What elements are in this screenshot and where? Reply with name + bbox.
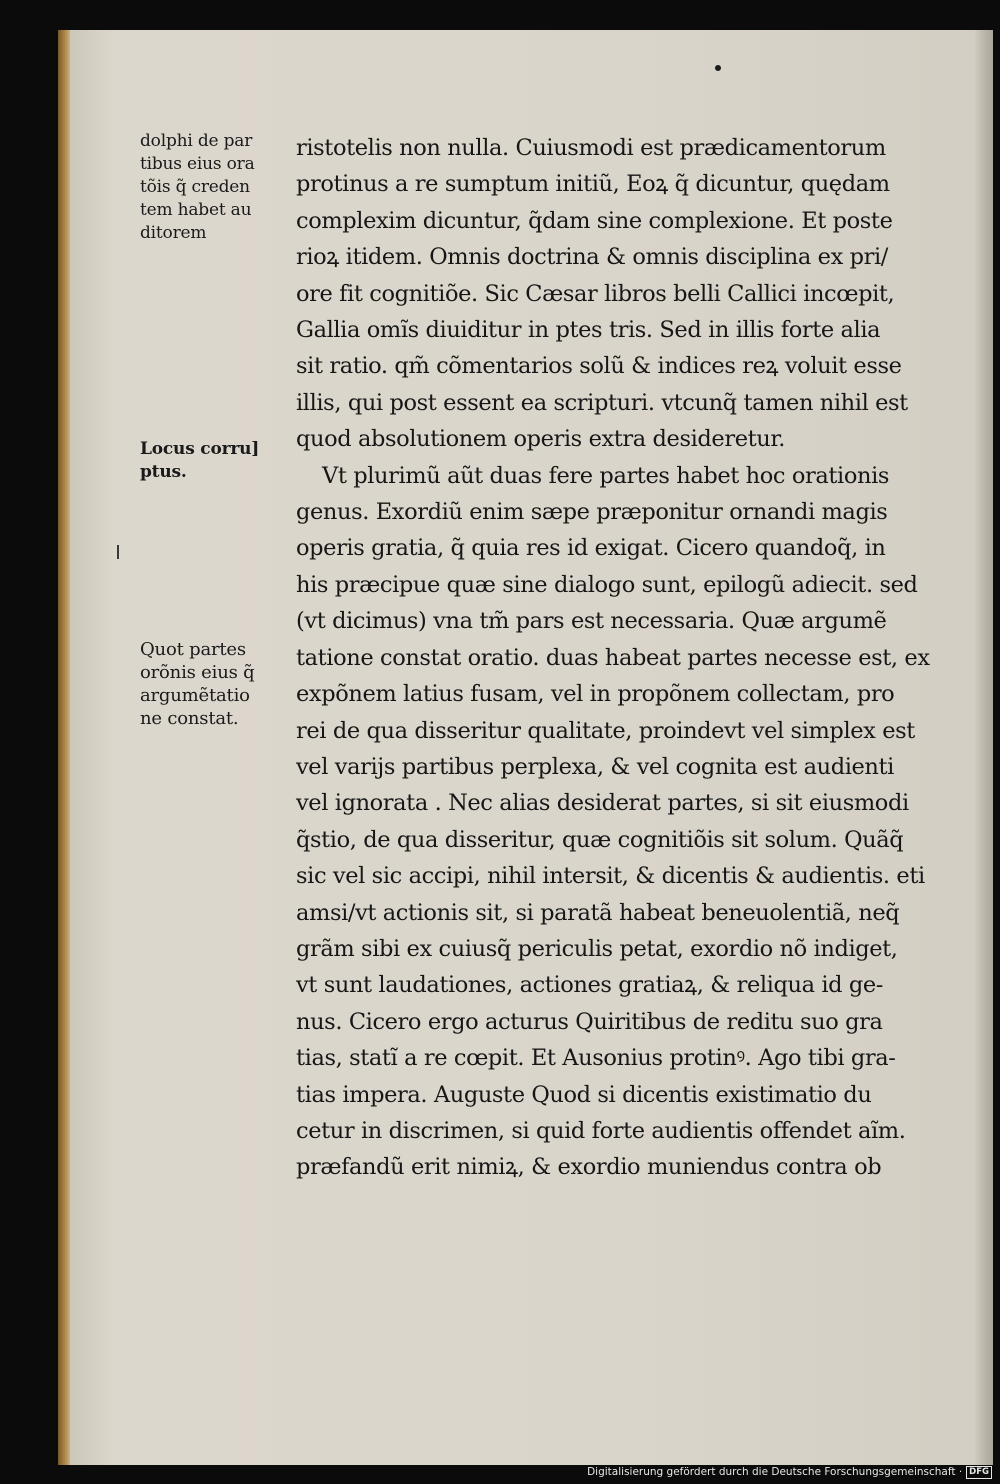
- text-line: (vt dicimus) vna tm̃ pars est necessaria. Quæ argumẽ: [296, 608, 887, 635]
- ink-mark: [117, 545, 119, 559]
- text-line: protinus a re sumptum initiũ, Eoꝝ q̃ dicuntur, quędam: [296, 171, 890, 198]
- text-line: præfandũ erit nimiꝝ, & exordio muniendus contra ob: [296, 1154, 882, 1181]
- text-line: ore fit cognitiõe. Sic Cæsar libros belli Callici incœpit,: [296, 280, 895, 307]
- ink-dot: [715, 65, 721, 71]
- main-text-block: [296, 130, 958, 1186]
- text-line: genus. Exordiũ enim sæpe præponitur ornandi magis: [296, 499, 888, 526]
- margin-note-3: [140, 638, 288, 730]
- text-line: vel ignorata . Nec alias desiderat partes, si sit eiusmodi: [296, 790, 909, 817]
- text-line: vt sunt laudationes, actiones gratiaꝝ, & reliqua id ge-: [296, 972, 884, 999]
- text-line: his præcipue quæ sine dialogo sunt, epilogũ adiecit. sed: [296, 571, 918, 598]
- margin-note-line: argumẽtatio: [140, 685, 250, 706]
- margin-note-2: [140, 438, 288, 484]
- text-line: rioꝝ itidem. Omnis doctrina & omnis disciplina ex pri/: [296, 244, 888, 271]
- text-line: grãm sibi ex cuiusq̃ periculis petat, exordio nõ indiget,: [296, 935, 898, 962]
- text-line: sit ratio. qm̃ cõmentarios solũ & indices reꝝ voluit esse: [296, 353, 902, 380]
- text-line: q̃stio, de qua disseritur, quæ cognitiõis sit solum. Quãq̃: [296, 826, 904, 853]
- margin-note-line: tõis q̃ creden: [140, 177, 250, 197]
- margin-note-line: ditorem: [140, 223, 207, 243]
- margin-note-line: Locus corru]: [140, 439, 260, 459]
- text-line: complexim dicuntur, q̃dam sine complexione. Et poste: [296, 207, 893, 234]
- margin-note-1: [140, 130, 288, 245]
- text-line: quod absolutionem operis extra desideretur.: [296, 426, 785, 453]
- footer-credit: [587, 1464, 992, 1480]
- margin-note-line: ptus.: [140, 462, 187, 482]
- text-line: ristotelis non nulla. Cuiusmodi est prædicamentorum: [296, 135, 886, 161]
- margin-note-line: ne constat.: [140, 708, 239, 729]
- margin-note-line: Quot partes: [140, 639, 246, 660]
- margin-note-line: tem habet au: [140, 200, 252, 220]
- text-line: Gallia omĩs diuiditur in ptes tris. Sed in illis forte alia: [296, 317, 881, 344]
- footer-credit-text: Digitalisierung gefördert durch die Deutsche Forschungsgemeinschaft ·: [587, 1466, 963, 1478]
- text-line: rei de qua disseritur qualitate, proindevt vel simplex est: [296, 717, 915, 744]
- text-line: sic vel sic accipi, nihil intersit, & dicentis & audientis. eti: [296, 863, 925, 890]
- text-line: tias, statĩ a re cœpit. Et Ausonius protinꝰ. Ago tibi gra-: [296, 1045, 896, 1072]
- text-line: expõnem latius fusam, vel in propõnem collectam, pro: [296, 681, 895, 708]
- text-line: Vt plurimũ aũt duas fere partes habet hoc orationis: [322, 462, 890, 489]
- text-line: operis gratia, q̃ quia res id exigat. Cicero quandoq̃, in: [296, 535, 886, 562]
- text-line: tias impera. Auguste Quod si dicentis existimatio du: [296, 1081, 872, 1108]
- text-line: tatione constat oratio. duas habeat partes necesse est, ex: [296, 644, 930, 671]
- margin-note-line: orõnis eius q̃: [140, 662, 255, 683]
- text-line: nus. Cicero ergo acturus Quiritibus de reditu suo gra: [296, 1008, 883, 1035]
- text-line: vel varijs partibus perplexa, & vel cognita est audienti: [296, 753, 894, 780]
- margin-note-line: tibus eius ora: [140, 154, 255, 174]
- page-right-edge: [975, 30, 993, 1465]
- text-line: cetur in discrimen, si quid forte audientis offendet aĩm.: [296, 1117, 906, 1144]
- book-binding-edge: [58, 30, 70, 1465]
- margin-note-line: dolphi de par: [140, 131, 253, 151]
- dfg-logo: DFG: [966, 1466, 992, 1479]
- text-line: amsi/vt actionis sit, si paratã habeat beneuolentiã, neq̃: [296, 899, 900, 926]
- text-line: illis, qui post essent ea scripturi. vtcunq̃ tamen nihil est: [296, 389, 908, 416]
